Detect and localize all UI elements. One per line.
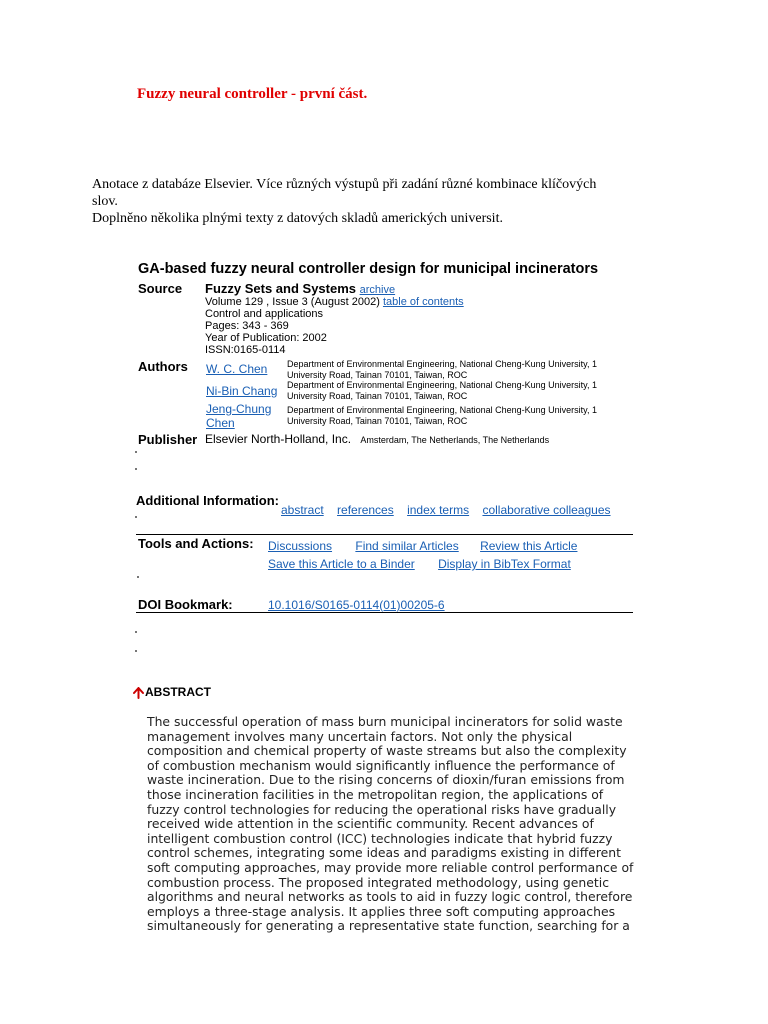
publisher-name: Elsevier North-Holland, Inc. (205, 432, 352, 446)
abstract-line: control schemes, integrating some ideas and paradigms existing in different (147, 845, 622, 861)
bullet-dot (135, 650, 137, 652)
bullet-dot (137, 576, 139, 578)
abstract-body (147, 715, 633, 934)
author-link-3[interactable] (206, 402, 271, 430)
author-affiliation-2 (287, 380, 597, 402)
abstract-line: composition and chemical property of waste streams but also the complexity (147, 743, 627, 759)
find-similar-link[interactable]: Find similar Articles (355, 539, 459, 553)
abstract-line: algorithms and neural networks as tools to aid in fuzzy logic control, therefore (147, 889, 633, 905)
doi-label: DOI Bookmark: (138, 597, 233, 612)
tools-row-2 (268, 557, 571, 571)
abstract-line: waste incineration. Due to the rising concerns of dioxin/furan emissions from (147, 772, 625, 788)
references-link[interactable]: references (337, 503, 394, 517)
bibtex-link[interactable]: Display in BibTex Format (438, 557, 571, 571)
author-affiliation-3-line-1: Department of Environmental Engineering, National Cheng-Kung University, 1 (287, 405, 597, 415)
abstract-line: management involves many uncertain factors. Not only the physical (147, 728, 573, 744)
author-affiliation-1-line-2: University Road, Tainan 70101, Taiwan, ROC (287, 370, 468, 380)
additional-links (281, 503, 611, 517)
author-link-3-line-1[interactable]: Jeng-Chung (206, 402, 272, 416)
author-affiliation-3-line-2: University Road, Tainan 70101, Taiwan, ROC (287, 416, 468, 426)
divider (136, 534, 633, 535)
divider (136, 612, 633, 613)
journal-line (205, 281, 395, 296)
author-affiliation-2-line-1: Department of Environmental Engineering, National Cheng-Kung University, 1 (287, 380, 597, 390)
intro-line-2: slov. (92, 194, 118, 209)
journal-name: Fuzzy Sets and Systems (205, 281, 356, 296)
abstract-line: intelligent combustion control (ICC) technologies indicate that hybrid fuzzy (147, 830, 613, 846)
abstract-line: combustion process. The proposed integrated methodology, using genetic (147, 874, 610, 890)
publisher-label: Publisher (138, 432, 198, 447)
bullet-dot (135, 451, 137, 453)
review-article-link[interactable]: Review this Article (480, 539, 578, 553)
abstract-line: fuzzy control technologies for reducing the operational risks have gradually (147, 801, 617, 817)
tools-label: Tools and Actions: (138, 536, 254, 551)
abstract-line: employs a three-stage analysis. It applies three soft computing approaches (147, 903, 616, 919)
abstract-line: those incineration facilities in the metropolitan region, the applications of (147, 786, 604, 802)
save-to-binder-link[interactable]: Save this Article to a Binder (268, 557, 415, 571)
bullet-dot (135, 631, 137, 633)
source-label: Source (138, 281, 183, 296)
author-link-1[interactable]: W. C. Chen (206, 362, 268, 376)
toc-link[interactable]: table of contents (382, 296, 464, 308)
publisher-location: Amsterdam, The Netherlands, The Netherlands (360, 435, 550, 445)
author-link-3-line-2[interactable]: Chen (206, 416, 235, 430)
doi-link[interactable]: 10.1016/S0165-0114(01)00205-6 (268, 598, 445, 612)
volume-issue: Volume 129 , Issue 3 (August 2002) (205, 296, 380, 308)
abstract-line: simultaneously for generating a representative state function, searching for a (147, 918, 630, 934)
tools-row-1 (268, 539, 577, 553)
archive-link[interactable]: archive (359, 284, 396, 296)
intro-paragraph (92, 176, 596, 227)
author-affiliation-1-line-1: Department of Environmental Engineering, National Cheng-Kung University, 1 (287, 359, 597, 369)
author-affiliation-3 (287, 405, 597, 427)
publisher-line (205, 432, 549, 446)
abstract-link[interactable]: abstract (281, 503, 324, 517)
pages-text: Pages: 343 - 369 (205, 320, 289, 332)
article-title: GA-based fuzzy neural controller design for municipal incinerators (138, 261, 599, 277)
authors-label: Authors (138, 359, 188, 374)
abstract-heading: ABSTRACT (145, 685, 211, 699)
index-terms-link[interactable]: index terms (407, 503, 470, 517)
abstract-line: The successful operation of mass burn municipal incinerators for solid waste (147, 714, 623, 729)
year-text: Year of Publication: 2002 (205, 332, 327, 344)
author-link-2[interactable]: Ni-Bin Chang (206, 384, 278, 398)
additional-info-label: Additional Information: (136, 493, 279, 508)
volume-line (205, 296, 464, 308)
author-affiliation-2-line-2: University Road, Tainan 70101, Taiwan, ROC (287, 391, 468, 401)
issn-text: ISSN:0165-0114 (205, 344, 286, 356)
document-heading: Fuzzy neural controller - první část. (137, 86, 368, 102)
bullet-dot (135, 516, 137, 518)
abstract-line: soft computing approaches, may provide more reliable control performance of (147, 859, 634, 875)
collaborative-colleagues-link[interactable]: collaborative colleagues (482, 503, 611, 517)
section-text: Control and applications (205, 308, 324, 320)
discussions-link[interactable]: Discussions (268, 539, 333, 553)
author-affiliation-1 (287, 359, 597, 381)
intro-line-3: Doplněno několika plnými texty z datových skladů amerických universit. (92, 211, 503, 226)
intro-line-1: Anotace z databáze Elsevier. Více různých výstupů při zadání různé kombinace klíčových (92, 177, 597, 192)
abstract-line: of combustion mechanism would significantly influence the performance of (147, 757, 615, 773)
up-arrow-icon[interactable] (133, 686, 144, 698)
abstract-line: received wide attention in the scientific community. Recent advances of (147, 816, 594, 832)
bullet-dot (135, 468, 137, 470)
